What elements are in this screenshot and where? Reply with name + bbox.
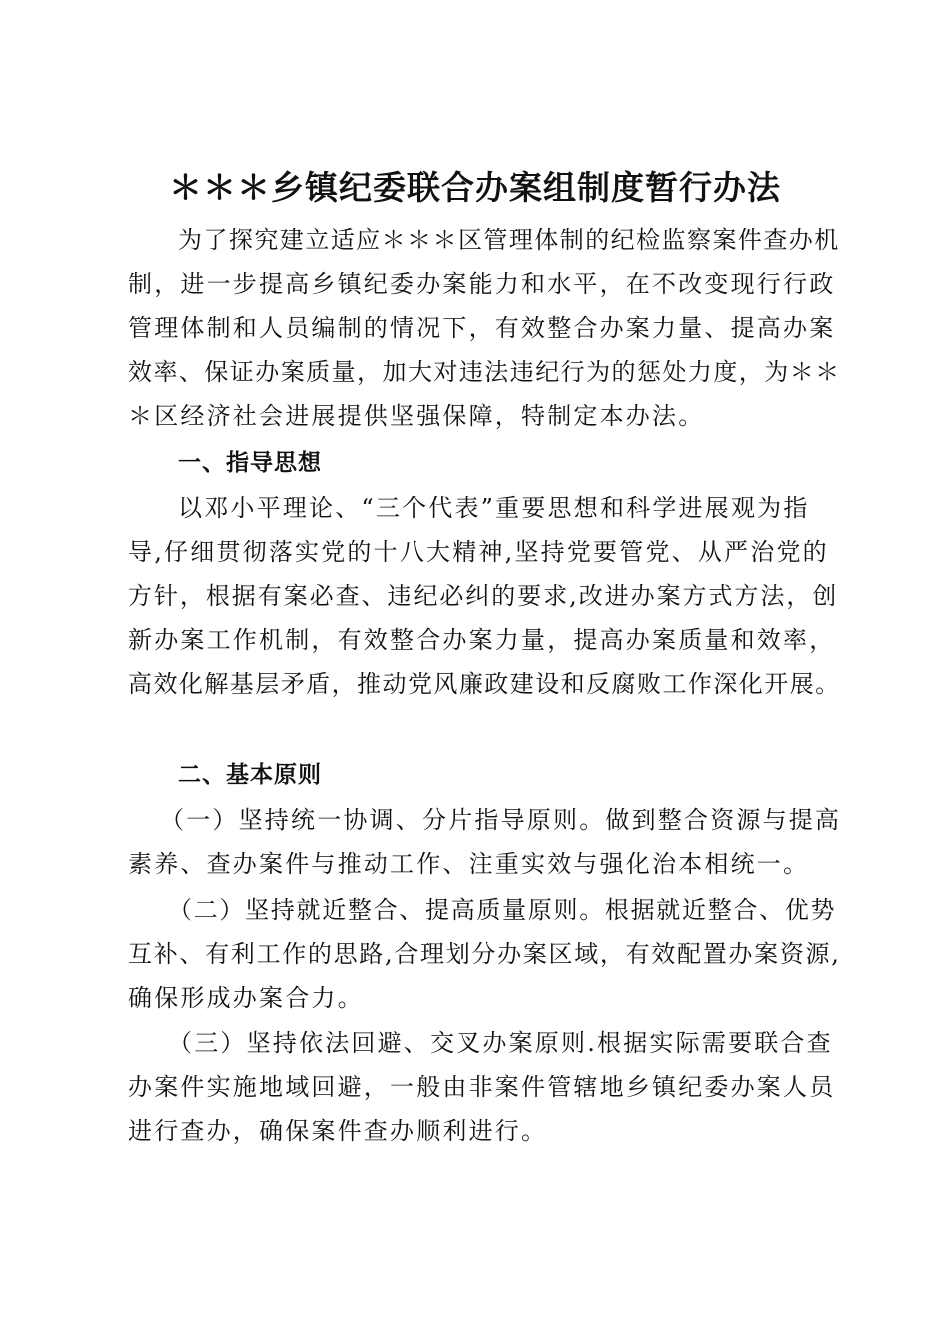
document-title: ＊＊＊乡镇纪委联合办案组制度暂行办法 [169, 168, 781, 207]
principle-1-line: （一）坚持统一协调、分片指导原则。做到整合资源与提高 [160, 806, 842, 834]
principle-3-line: 进行查办，确保案件查办顺利进行。 [128, 1117, 548, 1145]
principle-1-line: 素养、查办案件与推动工作、注重实效与强化治本相统一。 [128, 850, 810, 878]
section1-line: 以邓小平理论、“三个代表”重要思想和科学进展观为指 [178, 494, 810, 522]
intro-line: ＊区经济社会进展提供坚强保障，特制定本办法。 [128, 402, 705, 430]
principle-3-line: （三）坚持依法回避、交叉办案原则.根据实际需要联合查 [168, 1029, 833, 1057]
section1-line: 方针，根据有案必查、违纪必纠的要求,改进办案方式方法，创 [128, 582, 839, 610]
intro-line: 管理体制和人员编制的情况下，有效整合办案力量、提高办案 [128, 314, 836, 342]
section1-line: 新办案工作机制，有效整合办案力量，提高办案质量和效率， [128, 626, 836, 654]
principle-2-line: （二）坚持就近整合、提高质量原则。根据就近整合、优势 [168, 896, 837, 924]
section1-line: 高效化解基层矛盾，推动党风廉政建设和反腐败工作深化开展。 [128, 670, 841, 698]
section-heading-basic-principles: 二、基本原则 [178, 762, 322, 788]
section-heading-guiding-thought: 一、指导思想 [178, 450, 322, 476]
intro-line: 制，进一步提高乡镇纪委办案能力和水平，在不改变现行行政 [128, 270, 836, 298]
principle-2-line: 确保形成办案合力。 [128, 984, 364, 1012]
principle-3-line: 办案件实施地域回避，一般由非案件管辖地乡镇纪委办案人员 [128, 1073, 836, 1101]
principle-2-line: 互补、有利工作的思路,合理划分办案区域，有效配置办案资源, [128, 940, 841, 968]
section1-line: 导,仔细贯彻落实党的十八大精神,坚持党要管党、从严治党的 [128, 538, 829, 566]
intro-line: 效率、保证办案质量，加大对违法违纪行为的惩处力度，为＊＊ [128, 358, 841, 386]
intro-line: 为了探究建立适应＊＊＊区管理体制的纪检监察案件查办机 [178, 226, 840, 254]
